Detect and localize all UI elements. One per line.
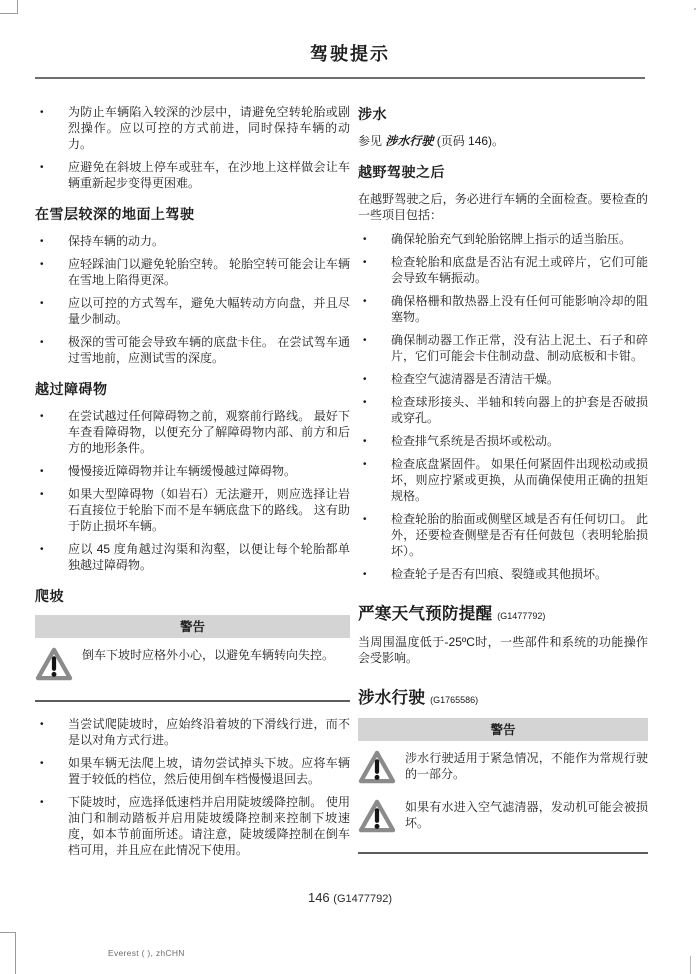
warning-text: 倒车下坡时应格外小心，以避免车辆转向失控。 xyxy=(82,648,335,662)
paragraph: 在越野驾驶之后，务必进行车辆的全面检查。要检查的一些项目包括： xyxy=(358,192,648,222)
list-item: • 慢慢接近障碍物并让车辆缓慢越过障碍物。 xyxy=(35,463,350,479)
list-item: • 在尝试越过任何障碍物之前，观察前行路线。 最好下车查看障碍物，以便充分了解障碍物内部、前方和后方的地形条件。 xyxy=(35,408,350,456)
list-item: • 为防止车辆陷入较深的沙层中，请避免空转轮胎或剧烈操作。应以可控的方式前进，同时保持车辆的动力。 xyxy=(35,104,350,152)
warning-item xyxy=(358,748,648,789)
warning-triangle-icon xyxy=(358,797,396,838)
warning-box xyxy=(358,718,648,854)
list-item: • 如果车辆无法爬上坡，请勿尝试掉头下坡。应将车辆置于较低的档位，然后使用倒车档慢慢退回去。 xyxy=(35,755,350,787)
list-item: • 应以可控的方式驾车，避免大幅转动方向盘，并且尽量少制动。 xyxy=(35,295,350,327)
list-item: • 检查球形接头、半轴和转向器上的护套是否破损或穿孔。 xyxy=(358,394,648,426)
section-heading-wading-driving xyxy=(358,684,648,708)
section-heading-text: 涉水行驶 xyxy=(358,689,426,707)
section-heading-wading: 涉水 xyxy=(358,106,387,122)
page-code: (G1477792) xyxy=(333,893,393,905)
section-heading-deep-snow: 在雪层较深的地面上驾驶 xyxy=(35,206,195,222)
list-item: • 检查排气系统是否损坏或松动。 xyxy=(358,433,648,449)
list-item: • 极深的雪可能会导致车辆的底盘卡住。 在尝试驾车通过雪地前，应测试雪的深度。 xyxy=(35,334,350,366)
list-item: • 确保格栅和散热器上没有任何可能影响冷却的阻塞物。 xyxy=(358,293,648,325)
content-columns xyxy=(35,99,648,868)
paragraph: 当周围温度低于-25ºC时，一些部件和系统的功能操作会受影响。 xyxy=(358,635,648,665)
list-item: • 确保制动器工作正常，没有沾上泥土、石子和碎片，它们可能会卡住制动盘、制动底板和卡钳。 xyxy=(358,332,648,364)
list-item: • 检查轮胎的胎面或侧壁区域是否有任何切口。 此外，还要检查侧壁是否有任何鼓包（表明轮胎损坏）。 xyxy=(358,511,648,559)
list-item: • 保持车辆的动力。 xyxy=(35,233,350,249)
crop-mark-top-left xyxy=(17,0,18,14)
section-heading-cold-weather xyxy=(358,600,648,624)
warning-item xyxy=(358,797,648,838)
crop-mark-top-left xyxy=(0,13,18,14)
page-number xyxy=(0,890,700,905)
section-heading-climbing: 爬坡 xyxy=(35,588,64,604)
cross-reference-link: 涉水行驶 xyxy=(385,134,434,148)
warning-text: 涉水行驶适用于紧急情况，不能作为常规行驶的一部分。 xyxy=(405,751,648,781)
list-item: • 检查轮胎和底盘是否沾有泥土或碎片，它们可能会导致车辆振动。 xyxy=(358,254,648,286)
page-title: 驾驶提示 xyxy=(310,44,390,64)
list-item: • 应轻踩油门以避免轮胎空转。 轮胎空转可能会让车辆在雪地上陷得更深。 xyxy=(35,256,350,288)
cross-reference-prefix: 参见 xyxy=(358,134,386,148)
section-code: (G1765586) xyxy=(430,695,479,705)
section-heading-obstacles: 越过障碍物 xyxy=(35,381,108,397)
left-column xyxy=(35,99,350,865)
list-item: • 下陡坡时，应选择低速档并启用陡坡缓降控制。 使用油门和制动踏板并启用陡坡缓降控制来控制下坡速度，如本节前面所述。请注意，陡坡缓降控制在倒车档可用，并且应在此情况下使用。 xyxy=(35,794,350,858)
crop-mark-top-right xyxy=(694,8,696,10)
warning-triangle-icon xyxy=(358,748,396,789)
crop-mark-bottom-left xyxy=(15,932,16,974)
warning-header: 警告 xyxy=(358,718,648,741)
list-item: • 检查底盘紧固件。 如果任何紧固件出现松动或损坏，则应拧紧或更换，从而确保使用正确的扭矩规格。 xyxy=(358,456,648,504)
list-item: • 应避免在斜坡上停车或驻车，在沙地上这样做会让车辆重新起步变得更困难。 xyxy=(35,159,350,191)
cross-reference-line xyxy=(358,133,648,149)
list-item: • 当尝试爬陡坡时，应始终沿着坡的下滑线行进，而不是以对角方式行进。 xyxy=(35,716,350,748)
crop-mark-bottom-right xyxy=(690,956,691,974)
list-item: • 检查空气滤清器是否清洁干燥。 xyxy=(358,371,648,387)
warning-header: 警告 xyxy=(35,615,350,638)
list-item: • 如果大型障碍物（如岩石）无法避开，则应选择让岩石直接位于轮胎下而不是车辆底盘下的路线。 这有助于防止损坏车辆。 xyxy=(35,486,350,534)
section-heading-text: 严寒天气预防提醒 xyxy=(358,605,493,623)
list-item: • 检查轮子是否有凹痕、裂缝或其他损坏。 xyxy=(358,566,648,582)
warning-text: 如果有水进入空气滤清器，发动机可能会被损坏。 xyxy=(405,800,648,830)
right-column xyxy=(358,99,648,868)
cross-reference-suffix: (页码 146)。 xyxy=(433,134,505,148)
document-identifier: Everest ( ), zhCHN xyxy=(108,948,185,958)
list-item: • 确保轮胎充气到轮胎铭牌上指示的适当胎压。 xyxy=(358,231,648,247)
section-heading-after-offroad: 越野驾驶之后 xyxy=(358,164,445,180)
warning-item xyxy=(35,645,350,686)
title-rule xyxy=(35,77,645,79)
list-item: • 应以 45 度角越过沟渠和沟壑，以便让每个轮胎都单独越过障碍物。 xyxy=(35,541,350,573)
page-number-value: 146 xyxy=(307,890,330,905)
warning-box xyxy=(35,615,350,702)
crop-mark-bottom-left xyxy=(0,932,16,933)
warning-triangle-icon xyxy=(35,645,73,686)
section-code: (G1477792) xyxy=(497,611,546,621)
